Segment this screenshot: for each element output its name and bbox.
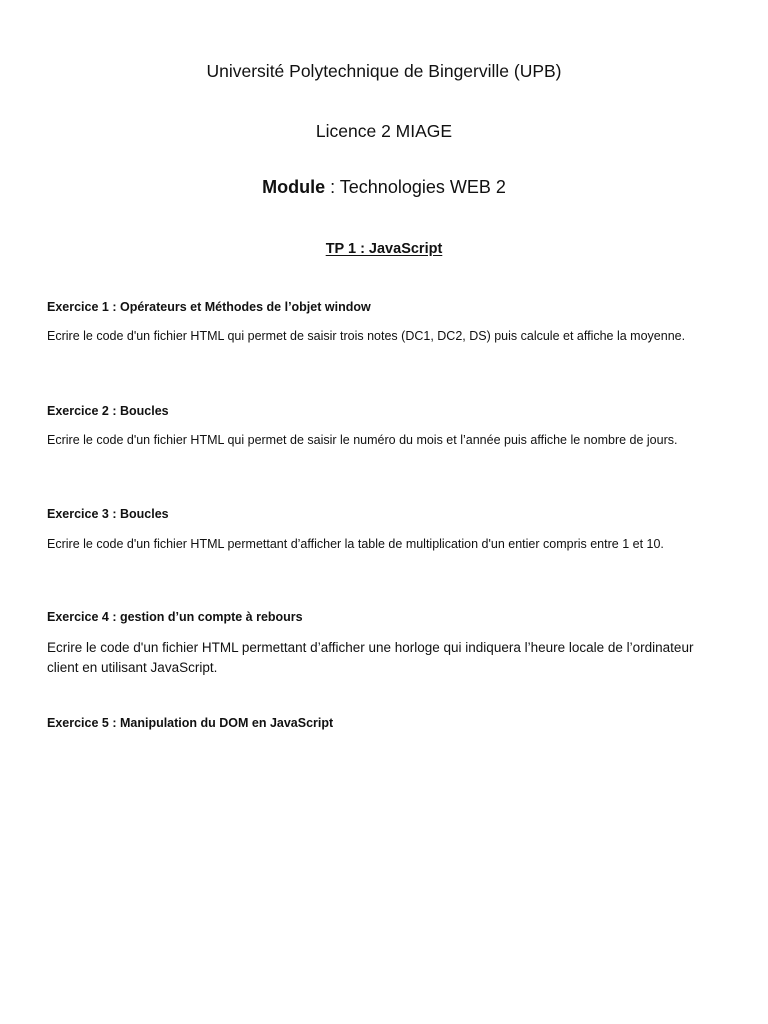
exercise-1-title: Exercice 1 : Opérateurs et Méthodes de l’objet window bbox=[47, 300, 371, 314]
module-label: Module bbox=[262, 177, 326, 197]
exercise-3-body: Ecrire le code d'un fichier HTML permettant d’afficher la table de multiplication d'un entier compris entre 1 et 10. bbox=[47, 537, 664, 551]
exercise-2-title: Exercice 2 : Boucles bbox=[47, 404, 169, 418]
university-name: Université Polytechnique de Bingerville (UPB) bbox=[206, 61, 562, 81]
exercise-5-title: Exercice 5 : Manipulation du DOM en JavaScript bbox=[47, 716, 334, 730]
exercise-1-body: Ecrire le code d'un fichier HTML qui permet de saisir trois notes (DC1, DC2, DS) puis calcule et affiche la moyenne. bbox=[47, 329, 686, 343]
exercise-4-body: Ecrire le code d'un fichier HTML permettant d’afficher une horloge qui indiquera l’heure locale de l’ordinateur client en utilisant JavaScript. bbox=[47, 640, 694, 675]
module-line bbox=[0, 177, 768, 198]
exercise-3-title: Exercice 3 : Boucles bbox=[47, 507, 169, 521]
tp-title: TP 1 : JavaScript bbox=[325, 241, 443, 257]
program-name: Licence 2 MIAGE bbox=[315, 121, 453, 141]
exercise-2-body: Ecrire le code d'un fichier HTML qui permet de saisir le numéro du mois et l’année puis affiche le nombre de jours. bbox=[47, 433, 678, 447]
module-value: : Technologies WEB 2 bbox=[325, 177, 506, 197]
exercise-4-title: Exercice 4 : gestion d’un compte à rebours bbox=[47, 610, 303, 624]
